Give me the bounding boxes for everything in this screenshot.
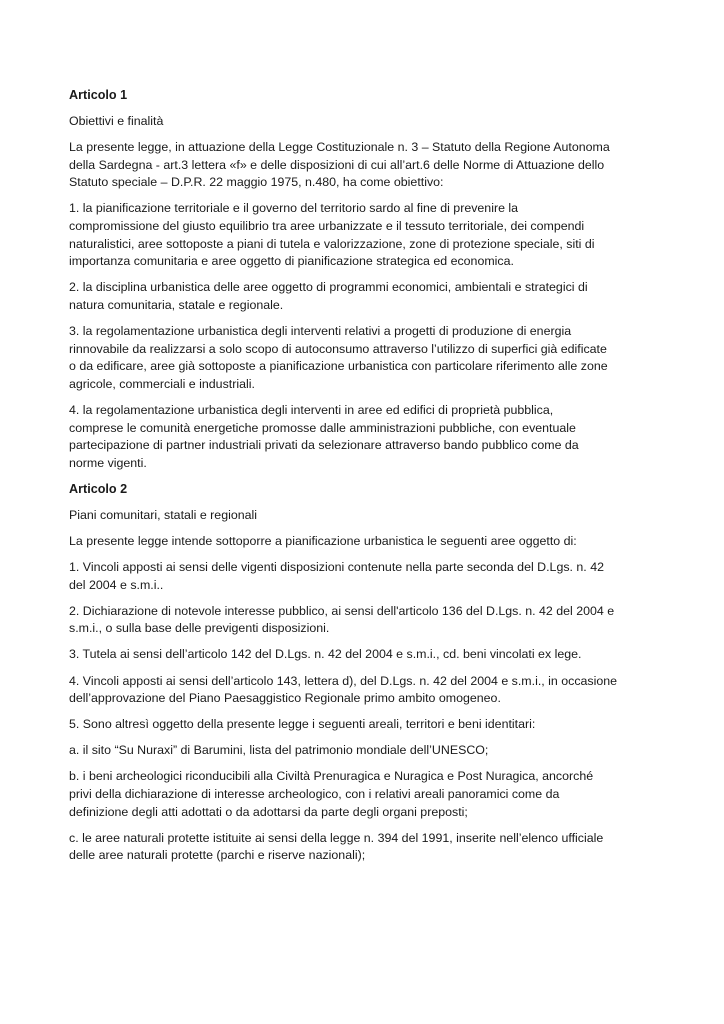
article-1-item-4: 4. la regolamentazione urbanistica degli interventi in aree ed edifici di proprietà pubblica, comprese le comunità energetiche promosse dalle amministrazioni pubbliche, con eventuale partecipazione di partner industriali privati da selezionare attraverso bando pubblico come da norme vigenti. (69, 402, 579, 470)
article-2-intro: La presente legge intende sottoporre a pianificazione urbanistica le seguenti aree oggetto di: (69, 533, 577, 548)
article-2-item-5: 5. Sono altresì oggetto della presente legge i seguenti areali, territori e beni identitari: (69, 717, 536, 732)
article-1-item-2: 2. la disciplina urbanistica delle aree oggetto di programmi economici, ambientali e strategici di natura comunitaria, statale e regionale. (69, 280, 588, 312)
article-2-item-b: b. i beni archeologici riconducibili alla Civiltà Prenuragica e Nuragica e Post Nuragica, ancorché privi della dichiarazione di interesse archeologico, con i relativi areali panoramici come da definizione degli atti adottati o da adottarsi da parte degli organi preposti; (69, 769, 594, 819)
article-1-intro: La presente legge, in attuazione della Legge Costituzionale n. 3 – Statuto della Regione Autonoma della Sardegna - art.3 lettera «f» e delle disposizioni di cui all’art.6 delle Norme di Attuazione dello Statuto speciale – D.P.R. 22 maggio 1975, n.480, ha come obiettivo: (69, 140, 610, 190)
article-1-item-3: 3. la regolamentazione urbanistica degli interventi relativi a progetti di produzione di energia rinnovabile da realizzarsi a solo scopo di autoconsumo attraverso l’utilizzo di superfici già edificate o da edificare, aree già sottoposte a pianificazione urbanistica con particolare riferimento alle zone agricole, commerciali e industriali. (69, 324, 608, 391)
article-2-heading: Articolo 2 (69, 481, 128, 496)
article-2-item-c: c. le aree naturali protette istituite ai sensi della legge n. 394 del 1991, inserite nell’elenco ufficiale delle aree naturali protette (parchi e riserve nazionali); (69, 830, 604, 863)
article-1-subtitle: Obiettivi e finalità (69, 114, 164, 129)
article-1-heading: Articolo 1 (69, 88, 128, 102)
article-2-subtitle: Piani comunitari, statali e regionali (69, 507, 258, 522)
article-1-item-1: 1. la pianificazione territoriale e il governo del territorio sardo al fine di prevenire la compromissione del giusto equilibrio tra aree urbanizzate e il tessuto territoriale, dei compendi naturalistici, aree sottoposte a piani di tutela e valorizzazione, zone di protezione speciale, siti di importanza comunitaria e aree oggetto di pianificazione strategica ed economica. (69, 201, 595, 269)
article-2-item-4: 4. Vincoli apposti ai sensi dell’articolo 143, lettera d), del D.Lgs. n. 42 del 2004 e s.m.i., in occasione dell’approvazione del Piano Paesaggistico Regionale primo ambito omogeneo. (69, 673, 618, 706)
article-2-item-1: 1. Vincoli apposti ai sensi delle vigenti disposizioni contenute nella parte seconda del D.Lgs. n. 42 del 2004 e s.m.i.. (69, 560, 604, 592)
article-2-item-2: 2. Dichiarazione di notevole interesse pubblico, ai sensi dell'articolo 136 del D.Lgs. n. 42 del 2004 e s.m.i., o sulla base delle previgenti disposizioni. (69, 603, 615, 636)
document-body (69, 87, 659, 873)
article-2-item-a: a. il sito “Su Nuraxi” di Barumini, lista del patrimonio mondiale dell’UNESCO; (69, 743, 489, 758)
article-2-item-3: 3. Tutela ai sensi dell’articolo 142 del D.Lgs. n. 42 del 2004 e s.m.i., cd. beni vincolati ex lege. (69, 647, 582, 662)
